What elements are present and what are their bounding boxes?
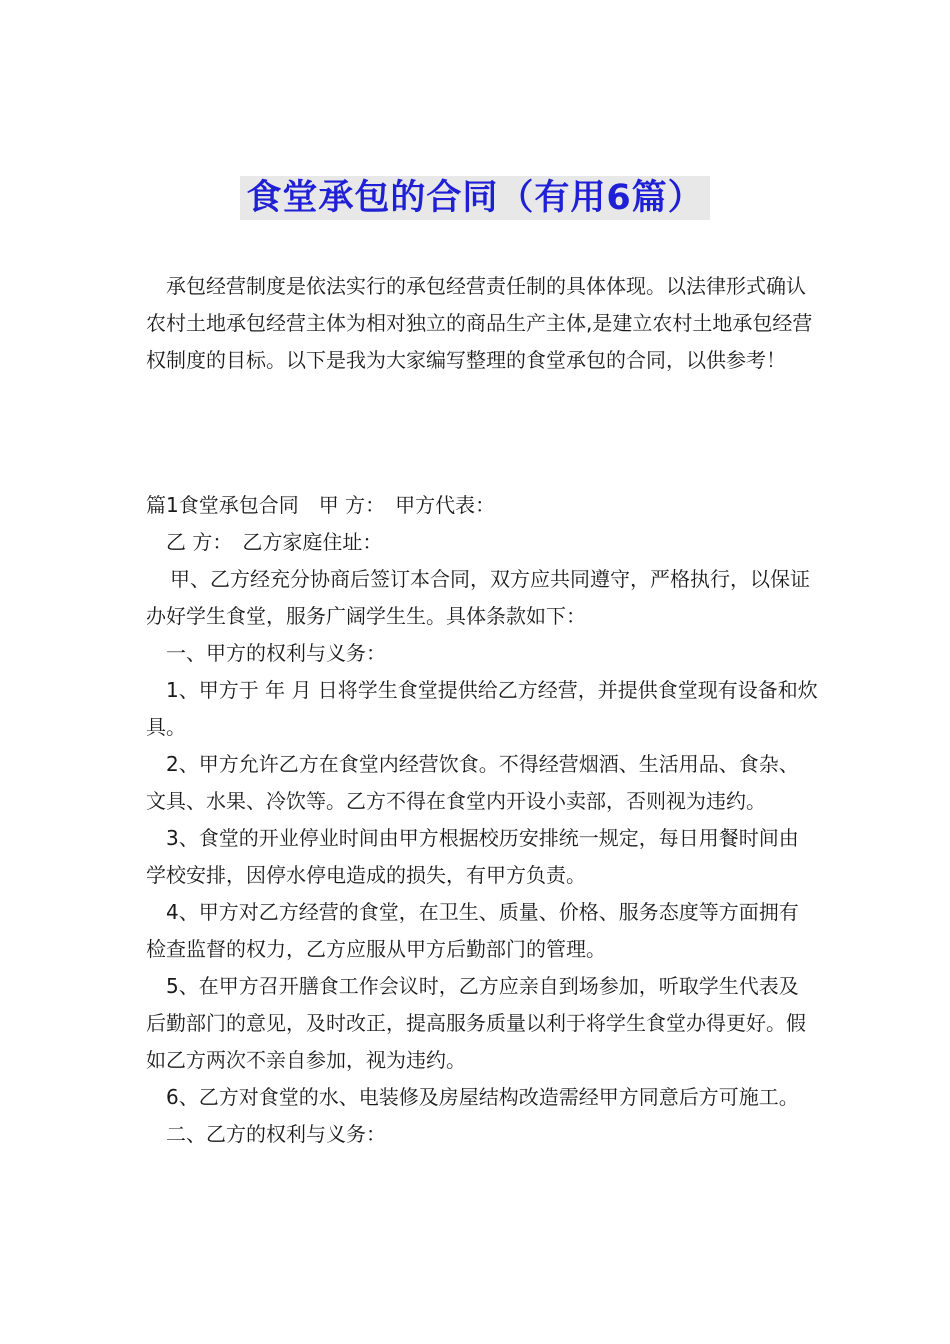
preamble-paragraph: 甲、乙方经充分协商后签订本合同，双方应共同遵守，严格执行，以保证办好学生食堂，服务广阔学生生。具体条款如下： (146, 567, 810, 628)
intro-block (146, 268, 818, 379)
contract-body (146, 487, 818, 1153)
clause-a-6: 6、乙方对食堂的水、电装修及房屋结构改造需经甲方同意后方可施工。 (166, 1085, 799, 1109)
section-heading-party-a: 一、甲方的权利与义务： (166, 641, 386, 665)
contract-heading: 篇1食堂承包合同 甲 方： 甲方代表： (146, 493, 496, 517)
intro-paragraph: 承包经营制度是依法实行的承包经营责任制的具体体现。以法律形式确认农村土地承包经营主体为相对独立的商品生产主体,是建立农村土地承包经营权制度的目标。以下是我为大家编写整理的食堂承包的合同，以供参考！ (146, 274, 813, 372)
title-wrapper (0, 176, 950, 220)
party-b-line: 乙 方： 乙方家庭住址： (166, 530, 383, 554)
section-heading-party-b: 二、乙方的权利与义务： (166, 1122, 386, 1146)
clause-a-4: 4、甲方对乙方经营的食堂，在卫生、质量、价格、服务态度等方面拥有检查监督的权力，乙方应服从甲方后勤部门的管理。 (146, 900, 799, 961)
clause-a-1: 1、甲方于 年 月 日将学生食堂提供给乙方经营，并提供食堂现有设备和炊具。 (146, 678, 818, 739)
clause-a-2: 2、甲方允许乙方在食堂内经营饮食。不得经营烟酒、生活用品、食杂、文具、水果、冷饮等。乙方不得在食堂内开设小卖部，否则视为违约。 (146, 752, 799, 813)
clause-a-5: 5、在甲方召开膳食工作会议时，乙方应亲自到场参加，听取学生代表及后勤部门的意见，及时改正，提高服务质量以利于将学生食堂办得更好。假如乙方两次不亲自参加，视为违约。 (146, 974, 806, 1072)
clause-a-3: 3、食堂的开业停业时间由甲方根据校历安排统一规定，每日用餐时间由学校安排，因停水停电造成的损失，有甲方负责。 (146, 826, 799, 887)
document-title: 食堂承包的合同（有用6篇） (240, 176, 709, 220)
